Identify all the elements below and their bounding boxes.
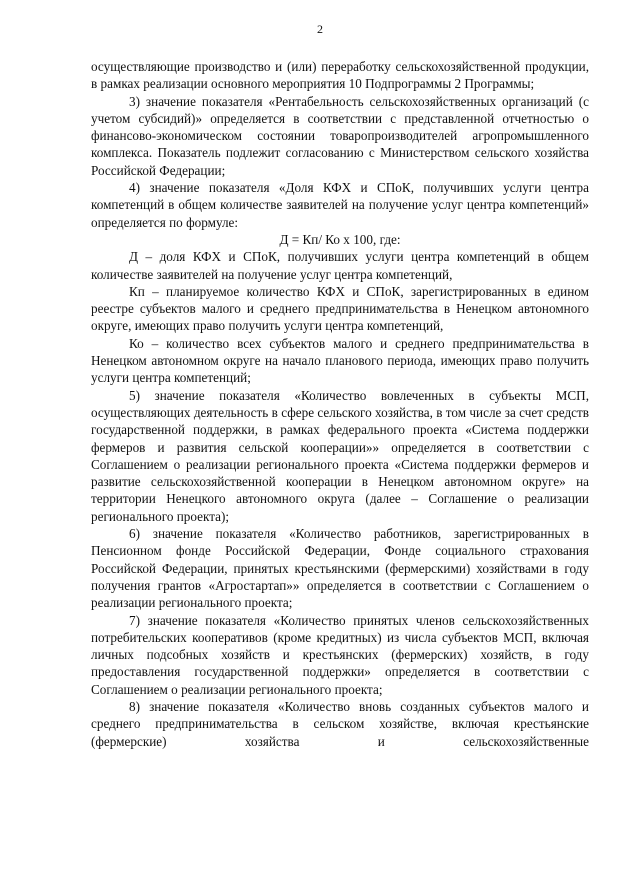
- page-number: 2: [317, 22, 323, 36]
- paragraph-item-7: 7) значение показателя «Количество принятых членов сельскохозяйственных потребительских кооперативов (кроме кредитных) из числа субъектов МСП, включая личных подсобных хозяйств и крестьянских (фермерских) хозяйств, в году предоставления государственной поддержки» определяется в соответствии с Соглашением о реализации регионального проекта;: [91, 612, 589, 697]
- paragraph-definition-ko: Ко – количество всех субъектов малого и среднего предпринимательства в Ненецком автономном округе на начало планового периода, имеющих право получить услуги центра компетенций;: [91, 335, 589, 386]
- formula: Д = Кп/ Ко х 100, где:: [279, 231, 401, 247]
- document-body: [91, 58, 589, 750]
- paragraph-item-3: 3) значение показателя «Рентабельность сельскохозяйственных организаций (с учетом субсидий)» определяется в соответствии с представленной отчетностью о финансово-экономическом состоянии товаропроизводителей агропромышленного комплекса. Показатель подлежит согласованию с Министерством сельского хозяйства Российской Федерации;: [91, 93, 589, 178]
- paragraph-definition-d: Д – доля КФХ и СПоК, получивших услуги центра компетенций в общем количестве заявителей на получение услуг центра компетенций,: [91, 249, 589, 282]
- paragraph-continuation: осуществляющие производство и (или) переработку сельскохозяйственной продукции, в рамках реализации основного мероприятия 10 Подпрограммы 2 Программы;: [91, 59, 589, 92]
- paragraph-item-5: 5) значение показателя «Количество вовлеченных в субъекты МСП, осуществляющих деятельность в сфере сельского хозяйства, в том числе за счет средств государственной поддержки, в рамках федерального проекта «Система поддержки фермеров и развития сельской кооперации»» определяется в соответствии с Соглашением о реализации регионального проекта «Система поддержки фермеров и развитие сельскохозяйственной кооперации в Ненецком автономном округе» на территории Ненецкого автономного округа (далее – Соглашение о реализации регионального проекта);: [91, 387, 589, 524]
- paragraph-item-6: 6) значение показателя «Количество работников, зарегистрированных в Пенсионном фонде Российской Федерации, Фонде социального страхования Российской Федерации, принятых крестьянскими (фермерскими) хозяйствами в году получения грантов «Агростартап»» определяется в соответствии с Соглашением о реализации регионального проекта;: [91, 526, 589, 611]
- paragraph-item-8: 8) значение показателя «Количество вновь созданных субъектов малого и среднего предпринимательства в сельском хозяйстве, включая крестьянские (фермерские) хозяйства и сельскохозяйственные: [91, 698, 589, 749]
- paragraph-definition-kp: Кп – планируемое количество КФХ и СПоК, зарегистрированных в едином реестре субъектов малого и среднего предпринимательства в Ненецком автономного округе, имеющих право получить услуги центра компетенций,: [91, 283, 589, 334]
- paragraph-item-4: 4) значение показателя «Доля КФХ и СПоК, получивших услуги центра компетенций в общем количестве заявителей на получение услуг центра компетенций» определяется по формуле:: [91, 180, 589, 230]
